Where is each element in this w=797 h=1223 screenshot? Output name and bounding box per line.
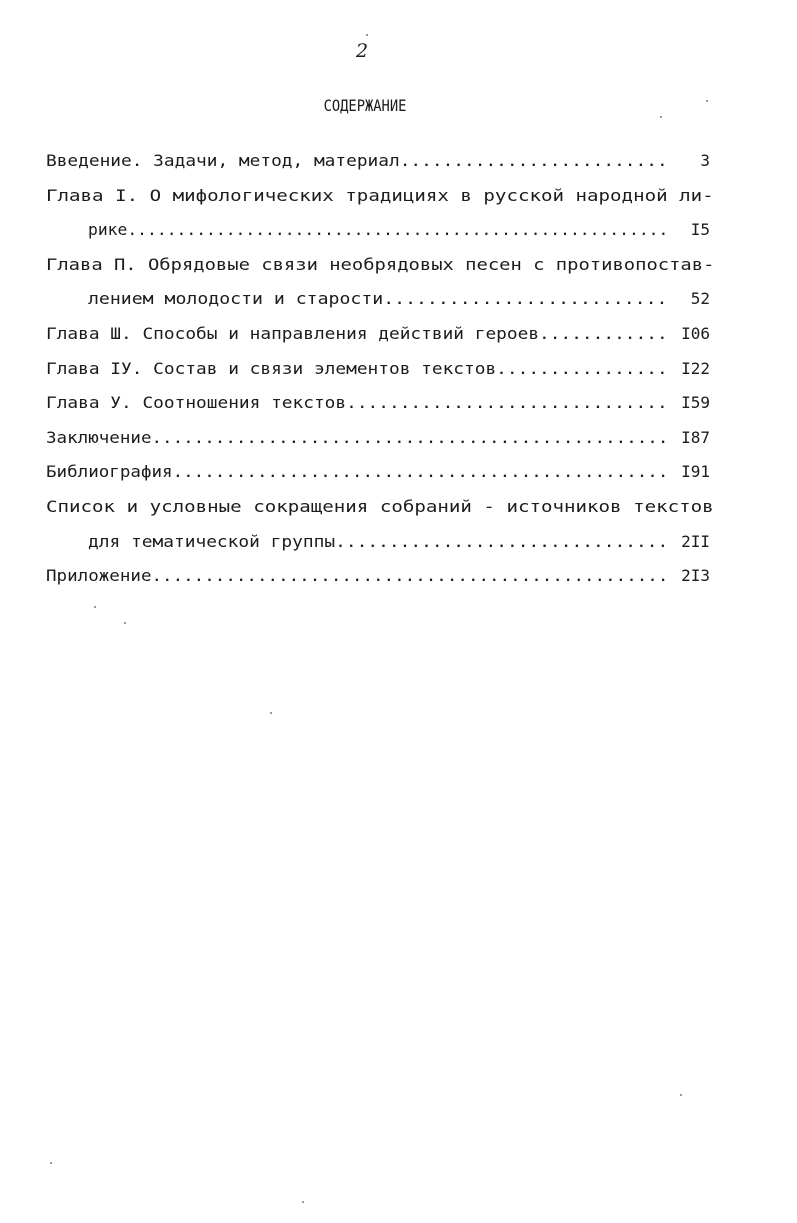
toc-entry-appendix xyxy=(46,559,714,594)
scan-speck xyxy=(124,622,126,624)
toc-title: СОДЕРЖАНИЕ xyxy=(323,96,407,115)
toc-entry-page: 2II xyxy=(681,531,710,551)
table-of-contents xyxy=(46,144,714,594)
toc-entry-page: 2I3 xyxy=(681,566,710,586)
toc-entry-page: 3 xyxy=(700,151,710,170)
scan-speck xyxy=(366,34,368,36)
toc-entry-text: Глава У. Соотношения текстов.............................. xyxy=(46,393,668,413)
toc-entry-text: Введение. Задачи, метод, материал......................... xyxy=(46,151,668,170)
toc-entry-text: Библиография............................................... xyxy=(46,462,669,482)
scan-speck xyxy=(94,606,96,608)
toc-entry-bibliography xyxy=(46,455,714,490)
toc-entry-text: Глава I. О мифологических традициях в русской народной ли- xyxy=(46,185,714,205)
scan-speck xyxy=(50,1162,52,1164)
toc-entry-chapter-2-continued xyxy=(46,282,714,317)
scan-speck xyxy=(680,1094,682,1096)
toc-entry-page: 52 xyxy=(690,289,710,309)
toc-entry-introduction xyxy=(46,144,714,179)
toc-entry-page: I22 xyxy=(681,358,710,378)
toc-entry-page: I59 xyxy=(681,393,710,413)
scan-speck xyxy=(660,116,662,118)
toc-entry-page: I06 xyxy=(681,323,710,343)
toc-entry-chapter-4 xyxy=(46,352,714,387)
toc-entry-chapter-2 xyxy=(46,248,714,283)
toc-entry-page: I91 xyxy=(681,462,710,482)
toc-entry-chapter-5 xyxy=(46,386,714,421)
toc-entry-chapter-3 xyxy=(46,317,714,352)
toc-entry-abbreviations-continued xyxy=(46,525,714,560)
toc-entry-page: I5 xyxy=(690,220,710,240)
toc-entry-page: I87 xyxy=(681,427,710,447)
toc-entry-conclusion xyxy=(46,421,714,456)
toc-entry-text: Заключение................................................. xyxy=(46,427,669,447)
toc-entry-chapter-1-continued xyxy=(46,213,714,248)
toc-entry-chapter-1 xyxy=(46,179,714,214)
toc-entry-text: лением молодости и старости.......................... xyxy=(88,289,668,309)
toc-entry-abbreviations xyxy=(46,490,714,525)
toc-entry-text: для тематической группы............................... xyxy=(88,531,669,551)
scan-speck xyxy=(706,100,708,102)
toc-entry-text: рике....................................................... xyxy=(88,220,669,240)
toc-entry-text: Глава IУ. Состав и связи элементов текстов................ xyxy=(46,358,668,378)
toc-entry-text: Глава Ш. Способы и направления действий героев............ xyxy=(46,323,668,343)
toc-entry-text: Глава П. Обрядовые связи необрядовых песен с противопостав- xyxy=(46,254,715,274)
toc-entry-text: Список и условные сокращения собраний - источников текстов xyxy=(46,496,714,516)
scan-speck xyxy=(302,1201,304,1203)
scan-speck xyxy=(270,712,272,714)
toc-entry-text: Приложение................................................. xyxy=(46,566,669,586)
page-number: 2 xyxy=(355,40,369,62)
